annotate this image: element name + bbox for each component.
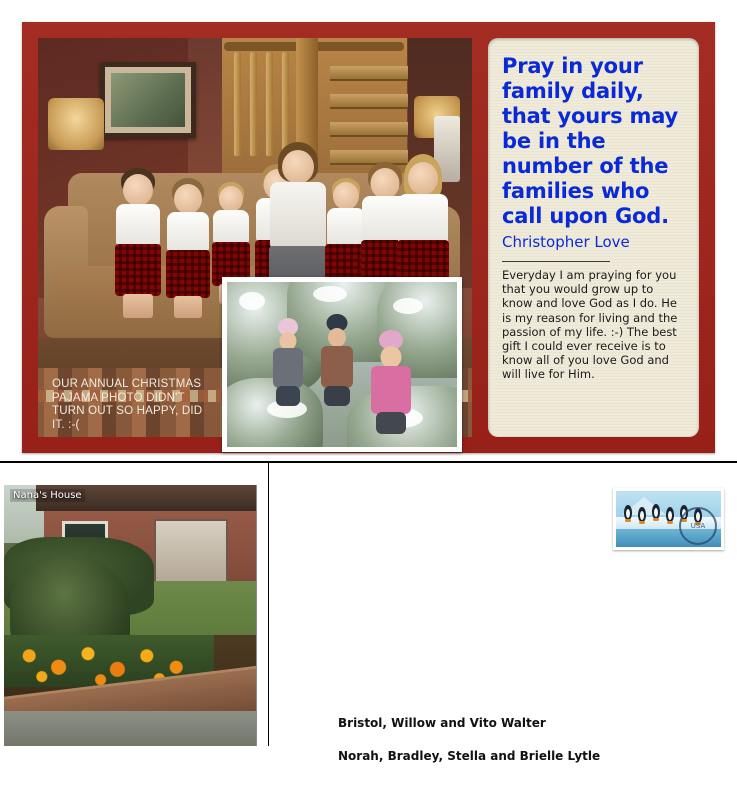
plaid-pajama-pants: [166, 250, 210, 298]
pajama-top: [167, 212, 209, 252]
baluster: [234, 52, 241, 156]
pajama-top: [116, 204, 160, 246]
stamp-artwork: [616, 491, 721, 547]
pajama-top: [213, 210, 249, 244]
snow-clump: [393, 298, 423, 314]
winter-coat: [321, 346, 353, 388]
nana-house-photo: [4, 485, 257, 746]
feet: [123, 294, 153, 318]
signature-block: [338, 716, 678, 782]
quote-divider: [502, 261, 610, 262]
baluster: [282, 52, 289, 156]
penguin-icon: [666, 507, 674, 525]
winter-coat: [273, 348, 303, 388]
winter-coat: [371, 366, 411, 414]
head: [282, 150, 314, 184]
person-child-snow: [319, 314, 355, 406]
stair-step: [330, 66, 408, 81]
person-child: [164, 178, 212, 318]
baluster: [266, 52, 273, 156]
greeting-card-front: [22, 22, 715, 453]
stair-step: [330, 122, 408, 137]
snow-photo-inset: [222, 277, 462, 452]
plaid-pajama-pants: [115, 244, 161, 296]
head: [408, 162, 438, 195]
person-child-snow: [271, 318, 305, 404]
stair-step: [330, 94, 408, 109]
card-caption: OUR ANNUAL CHRISTMAS PAJAMA PHOTO DIDN'T TURN OUT SO HAPPY, DID IT. :-(: [52, 378, 203, 431]
vertical-divider: [268, 463, 269, 746]
quote-panel: [488, 38, 699, 437]
face: [381, 346, 402, 368]
snow-clump: [239, 292, 265, 310]
postage-stamp: [613, 488, 724, 550]
head: [123, 174, 153, 206]
quote-body-text: Everyday I am praying for you that you would grow up to know and love God as I do. He is my reason for living and the passion of my life. :-) The best gift I could ever receive is to know all of you love God and will live for Him.: [502, 268, 678, 382]
face: [328, 328, 346, 347]
wall-picture-art: [111, 73, 185, 127]
person-child-snow: [369, 330, 413, 436]
feet: [174, 296, 202, 318]
lamp-left: [48, 98, 104, 150]
person-child: [112, 168, 164, 318]
adult-top: [270, 182, 326, 248]
signature-line: Norah, Bradley, Stella and Brielle Lytle: [338, 749, 601, 763]
photo-label: Nana's House: [10, 489, 85, 502]
postmark: USA: [679, 507, 717, 545]
quote-text: Pray in your family daily, that yours may be in the number of the families who call upon God.: [502, 54, 679, 228]
head: [333, 182, 359, 210]
garage-door: [154, 519, 228, 583]
signature-line: Bristol, Willow and Vito Walter: [338, 716, 546, 730]
head: [174, 184, 202, 214]
walkway: [4, 711, 256, 746]
wall-picture-frame: [100, 62, 196, 138]
penguin-icon: [638, 507, 646, 525]
baluster: [250, 52, 257, 156]
snow-photo-image: [227, 282, 457, 447]
greeting-card-back: [0, 463, 737, 807]
snow-pants: [324, 386, 350, 406]
penguin-icon: [652, 504, 660, 522]
penguin-icon: [624, 505, 632, 523]
pajama-top: [398, 194, 448, 244]
snow-clump: [313, 286, 347, 302]
head: [219, 186, 243, 212]
snow-pants: [376, 412, 406, 434]
snow-pants: [276, 386, 300, 406]
quote-author: Christopher Love: [502, 233, 630, 251]
